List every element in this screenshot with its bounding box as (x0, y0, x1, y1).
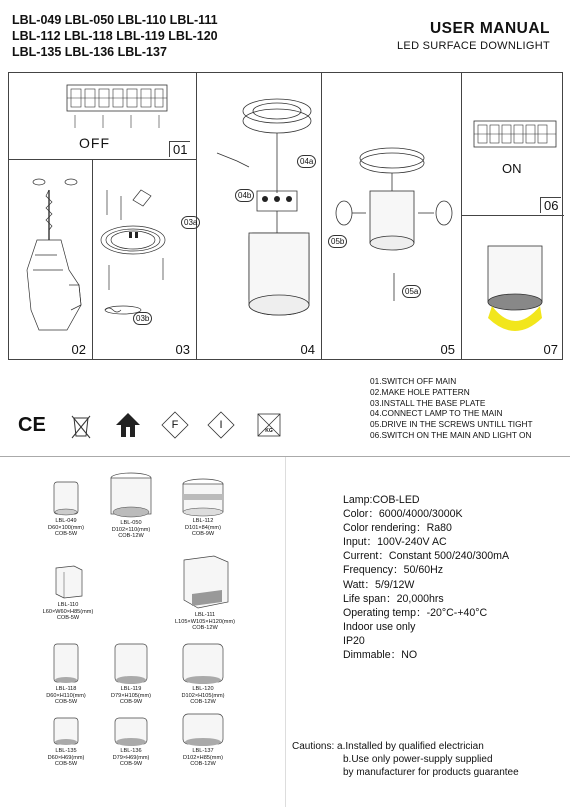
callout-03a: 03a (181, 216, 200, 229)
model-line-1: LBL-049 LBL-050 LBL-110 LBL-111 (12, 13, 218, 27)
spec-item: Color rendering：Ra80 (343, 522, 452, 535)
lamp-on-illustration (462, 216, 564, 360)
product-power: COB-12W (118, 533, 144, 540)
product-model: LBL-118 (55, 686, 77, 692)
panel-01 (9, 73, 197, 160)
product-lbl-120 (170, 640, 236, 706)
panel-04 (197, 73, 322, 360)
model-line-3: LBL-135 LBL-136 LBL-137 (12, 45, 167, 59)
panel-03-number: 03 (175, 342, 190, 357)
product-size: D101×84(mm) (185, 524, 221, 531)
product-power: COB-12W (190, 761, 216, 768)
product-power: COB-9W (191, 531, 215, 538)
product-size: D60×100(mm) (48, 524, 84, 531)
panel-02 (9, 160, 93, 360)
spec-item: Operating temp：-20°C-+40°C (343, 606, 488, 619)
spec-item: IP20 (343, 634, 365, 647)
callout-05b: 05b (328, 235, 347, 248)
product-model: LBL-049 (55, 518, 77, 524)
product-size: L60×W60×H85(mm) (42, 608, 94, 615)
product-power: COB-9W (119, 699, 143, 706)
model-list (12, 12, 312, 60)
product-model: LBL-110 (57, 602, 79, 608)
weee-bin-icon (66, 410, 96, 440)
weight-kg-icon (254, 410, 284, 440)
product-size: D79×H69(mm) (112, 754, 150, 761)
terminal-block-on-illustration (462, 73, 564, 216)
product-lbl-111 (160, 552, 250, 632)
product-size: D102×H105(mm) (181, 692, 225, 699)
panel-07-number: 07 (543, 342, 558, 357)
product-size: D60×H69(mm) (47, 754, 85, 761)
f-mark-icon (160, 410, 190, 440)
cylinder-lamp-icon (106, 470, 156, 520)
on-label: ON (502, 161, 522, 176)
cylinder-lamp-icon (178, 640, 228, 686)
f-mark-label: F (171, 419, 179, 431)
model-line-2: LBL-112 LBL-118 LBL-119 LBL-120 (12, 29, 218, 43)
cylinder-lamp-icon (109, 640, 153, 686)
panel-03 (93, 160, 197, 360)
cautions (292, 740, 519, 779)
panel-05-number: 05 (440, 342, 455, 357)
step-item: 04.CONNECT LAMP TO THE MAIN (370, 408, 503, 419)
product-model: LBL-137 (192, 748, 214, 754)
product-lbl-119 (98, 640, 164, 706)
product-power: COB-5W (54, 699, 78, 706)
step-item: 05.DRIVE IN THE SCREWS UNTILL TIGHT (370, 419, 533, 430)
panel-04-number: 04 (300, 342, 315, 357)
product-model: LBL-050 (120, 520, 142, 526)
product-lbl-110 (30, 562, 106, 622)
callout-04b: 04b (235, 189, 254, 202)
panel-07 (462, 216, 564, 360)
base-plate-illustration (93, 160, 197, 360)
indoor-use-icon (113, 410, 143, 440)
product-power: COB-12W (190, 699, 216, 706)
off-label: OFF (79, 135, 110, 151)
cylinder-lamp-icon (48, 640, 84, 686)
panel-02-number: 02 (71, 342, 86, 357)
square-lamp-icon (48, 562, 88, 602)
product-model: LBL-111 (194, 612, 216, 618)
manual-title: USER MANUAL (429, 20, 550, 37)
panel-06 (462, 73, 564, 216)
product-model: LBL-136 (120, 748, 142, 754)
spec-item: Frequency：50/60Hz (343, 564, 444, 577)
specifications (343, 493, 509, 662)
product-model: LBL-112 (192, 518, 214, 524)
spec-item: Lamp:COB-LED (343, 494, 420, 506)
spec-item: Dimmable：NO (343, 649, 418, 662)
spec-item: Watt：5/9/12W (343, 578, 415, 591)
square-lamp-icon (170, 552, 240, 612)
ring-cylinder-lamp-icon (178, 478, 228, 518)
product-lbl-135 (38, 714, 94, 768)
product-lbl-050 (98, 470, 164, 540)
spec-item: Input：100V-240V AC (343, 536, 447, 549)
product-power: COB-5W (56, 615, 80, 622)
callout-05a: 05a (402, 285, 421, 298)
panel-06-number: 06 (540, 197, 561, 213)
cylinder-lamp-icon (48, 478, 84, 518)
weight-kg-label: KG (265, 428, 273, 434)
cylinder-lamp-icon (109, 714, 153, 748)
product-power: COB-9W (119, 761, 143, 768)
product-size: D102×110(mm) (111, 526, 151, 533)
product-power: COB-5W (54, 531, 78, 538)
caution-line: Cautions: a.Installed by qualified electrician (292, 741, 484, 752)
product-lbl-136 (98, 714, 164, 768)
panel-05 (322, 73, 462, 360)
installation-steps (370, 376, 533, 441)
spec-item: Indoor use only (343, 620, 416, 633)
cylinder-lamp-icon (178, 710, 228, 748)
product-lbl-118 (38, 640, 94, 706)
product-size: D102×H85(mm) (183, 754, 223, 761)
callout-04a: 04a (297, 155, 316, 168)
installation-diagram (8, 72, 563, 360)
product-model: LBL-119 (120, 686, 142, 692)
product-power: COB-5W (54, 761, 78, 768)
product-power: COB-12W (192, 625, 218, 632)
product-model: LBL-135 (55, 748, 77, 754)
caution-line: b.Use only power-supply supplied (343, 754, 493, 765)
product-lbl-049 (38, 478, 94, 538)
screw-tightening-illustration (322, 73, 462, 360)
panel-01-number: 01 (169, 141, 190, 157)
spec-item: Life span：20,000hrs (343, 592, 444, 605)
caution-line: by manufacturer for products guarantee (343, 767, 519, 778)
product-lbl-137 (170, 710, 236, 768)
class-i-icon (206, 410, 236, 440)
product-size: D79×H105(mm) (111, 692, 151, 699)
lamp-connection-illustration (197, 73, 322, 360)
class-i-label: I (219, 419, 223, 431)
manual-subtitle: LED SURFACE DOWNLIGHT (397, 40, 550, 52)
step-item: 02.MAKE HOLE PATTERN (370, 386, 470, 397)
product-size: L105×W105×H120(mm) (174, 618, 235, 625)
step-item: 03.INSTALL THE BASE PLATE (370, 397, 486, 408)
product-lbl-112 (170, 478, 236, 538)
product-model: LBL-120 (192, 686, 214, 692)
cylinder-lamp-icon (48, 714, 84, 748)
spec-item: Current：Constant 500/240/300mA (343, 550, 510, 563)
product-size: D60×H110(mm) (46, 692, 86, 699)
column-divider (285, 457, 286, 807)
step-item: 06.SWITCH ON THE MAIN AND LIGHT ON (370, 429, 532, 440)
ce-mark-icon: CE (18, 414, 46, 436)
drill-illustration (9, 160, 93, 360)
spec-item: Color：6000/4000/3000K (343, 508, 463, 521)
step-item: 01.SWITCH OFF MAIN (370, 376, 457, 386)
callout-03b: 03b (133, 312, 152, 325)
